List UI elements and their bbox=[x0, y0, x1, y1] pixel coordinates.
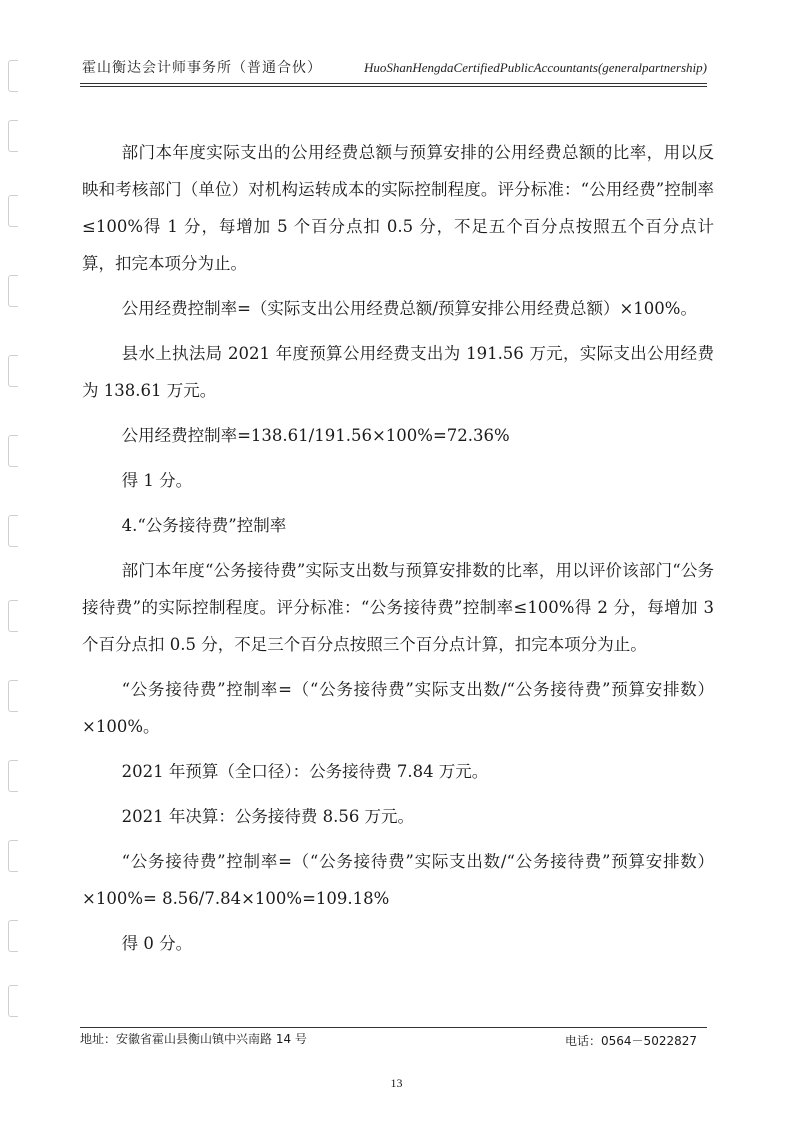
paragraph-definition-reception-expense: 部门本年度“公务接待费”实际支出数与预算安排数的比率，用以评价该部门“公务接待费”的实际控制程度。评分标准：“公务接待费”控制率≤100%得 2 分，每增加 3 个百分点扣 0.5 分，不足三个百分点按照三个百分点计算，扣完本项分为止。 bbox=[82, 561, 714, 654]
binding-mark bbox=[8, 920, 18, 952]
binding-mark bbox=[8, 840, 18, 872]
paragraph-figures-public-expense: 县水上执法局 2021 年度预算公用经费支出为 191.56 万元，实际支出公用经费为 138.61 万元。 bbox=[82, 344, 714, 400]
binding-mark bbox=[8, 680, 18, 712]
header-divider bbox=[80, 83, 707, 87]
paragraph-score-public-expense: 得 1 分。 bbox=[121, 471, 193, 490]
paragraph-definition-public-expense: 部门本年度实际支出的公用经费总额与预算安排的公用经费总额的比率，用以反映和考核部门（单位）对机构运转成本的实际控制程度。评分标准：“公用经费”控制率≤100%得 1 分，每增加 5 个百分点扣 0.5 分，不足五个百分点按照五个百分点计算，扣完本项分为止。 bbox=[82, 143, 714, 273]
firm-name: 霍山衡达会计师事务所（普通合伙） bbox=[82, 60, 322, 76]
binding-mark bbox=[8, 355, 18, 387]
binding-mark bbox=[8, 515, 18, 547]
binding-mark bbox=[8, 195, 18, 227]
binding-mark bbox=[8, 275, 18, 307]
binding-mark bbox=[8, 760, 18, 792]
paragraph-actual-reception-expense: 2021 年决算：公务接待费 8.56 万元。 bbox=[121, 807, 415, 826]
paragraph-score-reception-expense: 得 0 分。 bbox=[121, 934, 193, 953]
binding-mark bbox=[8, 435, 18, 467]
paragraph-calc-public-expense: 公用经费控制率=138.61/191.56×100%=72.36% bbox=[121, 426, 510, 445]
firm-name-english: HuoShanHengdaCertifiedPublicAccountants(generalpartnership) bbox=[363, 60, 707, 75]
footer-divider bbox=[80, 1027, 707, 1028]
binding-mark bbox=[8, 60, 18, 92]
binding-mark bbox=[8, 985, 18, 1017]
firm-phone: 电话：0564－5022827 bbox=[565, 1034, 697, 1048]
paragraph-calc-reception-expense: “公务接待费”控制率=（“公务接待费”实际支出数/“公务接待费”预算安排数）×100%= 8.56/7.84×100%=109.18% bbox=[82, 852, 714, 908]
firm-address: 地址：安徽省霍山县衡山镇中兴南路 14 号 bbox=[80, 1032, 307, 1046]
binding-mark bbox=[8, 120, 18, 152]
paragraph-budget-reception-expense: 2021 年预算（全口径）：公务接待费 7.84 万元。 bbox=[121, 762, 489, 781]
binding-marks bbox=[8, 60, 20, 1020]
paragraph-formula-public-expense: 公用经费控制率=（实际支出公用经费总额/预算安排公用经费总额）×100%。 bbox=[121, 299, 697, 318]
document-body bbox=[82, 134, 714, 970]
binding-mark bbox=[8, 600, 18, 632]
section-heading-reception-expense: 4.“公务接待费”控制率 bbox=[121, 516, 287, 535]
paragraph-formula-reception-expense: “公务接待费”控制率=（“公务接待费”实际支出数/“公务接待费”预算安排数）×100%。 bbox=[82, 680, 714, 736]
page-number: 13 bbox=[390, 1076, 403, 1090]
